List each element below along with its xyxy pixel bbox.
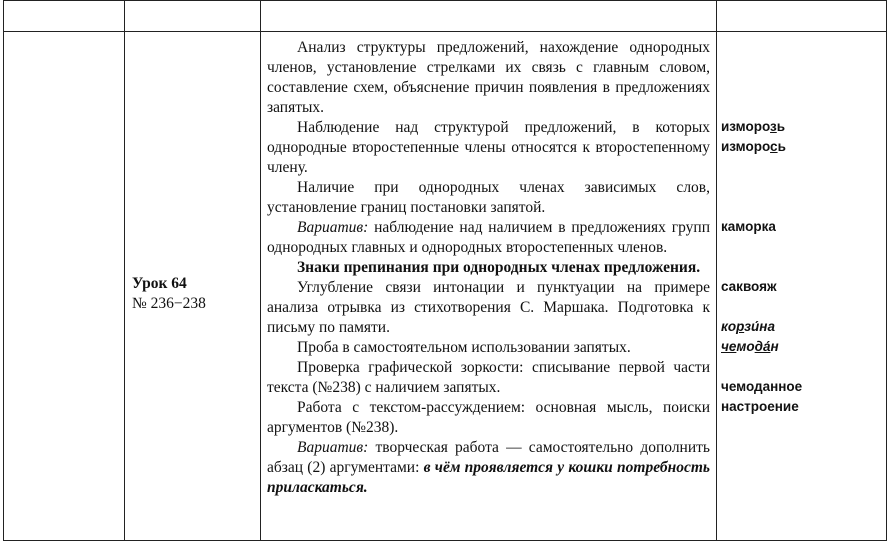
vocab-word-sakvoyazh: саквояж bbox=[721, 279, 777, 294]
paragraph-variant bbox=[267, 218, 710, 258]
blank-cell bbox=[4, 32, 125, 541]
vocab-word-izmoroz: изморозь bbox=[721, 119, 786, 134]
variant-label: Вариатив: bbox=[297, 219, 369, 236]
lesson-reference bbox=[132, 274, 206, 314]
vocabulary-cell bbox=[717, 32, 887, 541]
variant-text: наблюдение над наличием в предложениях групп однородных главных и однородных второстепенных членов. bbox=[267, 219, 710, 256]
variant-text: творческая работа — самостоятельно дополнить абзац (2) аргументами: bbox=[267, 439, 710, 476]
paragraph: Работа с текстом-рассуждением: основная мысль, поиски аргументов (№238). bbox=[267, 399, 710, 436]
lesson-cell bbox=[125, 32, 261, 541]
task-text: в чём проявляется у кошки потребность приласкаться. bbox=[267, 459, 711, 496]
paragraph: Анализ структуры предложений, нахождение однородных членов, установление стрелками их связь с главным словом, составление схем, объяснение причин появления в предложениях запятых. bbox=[267, 39, 710, 116]
table-row bbox=[4, 1, 887, 32]
variant-label: Вариатив: bbox=[297, 439, 369, 456]
section-heading: Знаки препинания при однородных членах предложения. bbox=[297, 259, 701, 276]
vocab-word-chemodan: чемода́н bbox=[721, 339, 779, 354]
exercise-numbers: № 236−238 bbox=[132, 295, 206, 312]
table-cell bbox=[717, 1, 887, 32]
lesson-content bbox=[261, 32, 716, 498]
content-cell bbox=[261, 32, 717, 541]
vocab-word-kamorka: каморка bbox=[721, 219, 776, 234]
table-row bbox=[4, 32, 887, 541]
paragraph: Проба в самостоятельном использовании запятых. bbox=[297, 339, 631, 356]
paragraph: Проверка графической зоркости: списывание первой части текста (№238) с наличием запятых. bbox=[267, 359, 710, 396]
table-cell bbox=[261, 1, 717, 32]
paragraph: Наличие при однородных членах зависимых слов, установление границ постановки запятой. bbox=[267, 179, 710, 216]
paragraph: Углубление связи интонации и пунктуации на примере анализа отрывка из стихотворения С. Маршака. Подготовка к письму по памяти. bbox=[267, 279, 710, 336]
vocab-phrase-line1: чемоданное bbox=[721, 379, 803, 394]
table-cell bbox=[4, 1, 125, 32]
vocab-word-izmoros: изморось bbox=[721, 139, 786, 154]
lesson-plan-table bbox=[3, 0, 887, 541]
paragraph-variant bbox=[267, 438, 710, 498]
paragraph: Наблюдение над структурой предложений, в которых однородные второстепенные члены относятся к второстепенному члену. bbox=[267, 119, 710, 176]
lesson-title: Урок 64 bbox=[132, 275, 187, 292]
vocab-word-korzina: корзи́на bbox=[721, 319, 775, 334]
vocab-phrase-line2: настроение bbox=[721, 399, 799, 414]
table-cell bbox=[125, 1, 261, 32]
